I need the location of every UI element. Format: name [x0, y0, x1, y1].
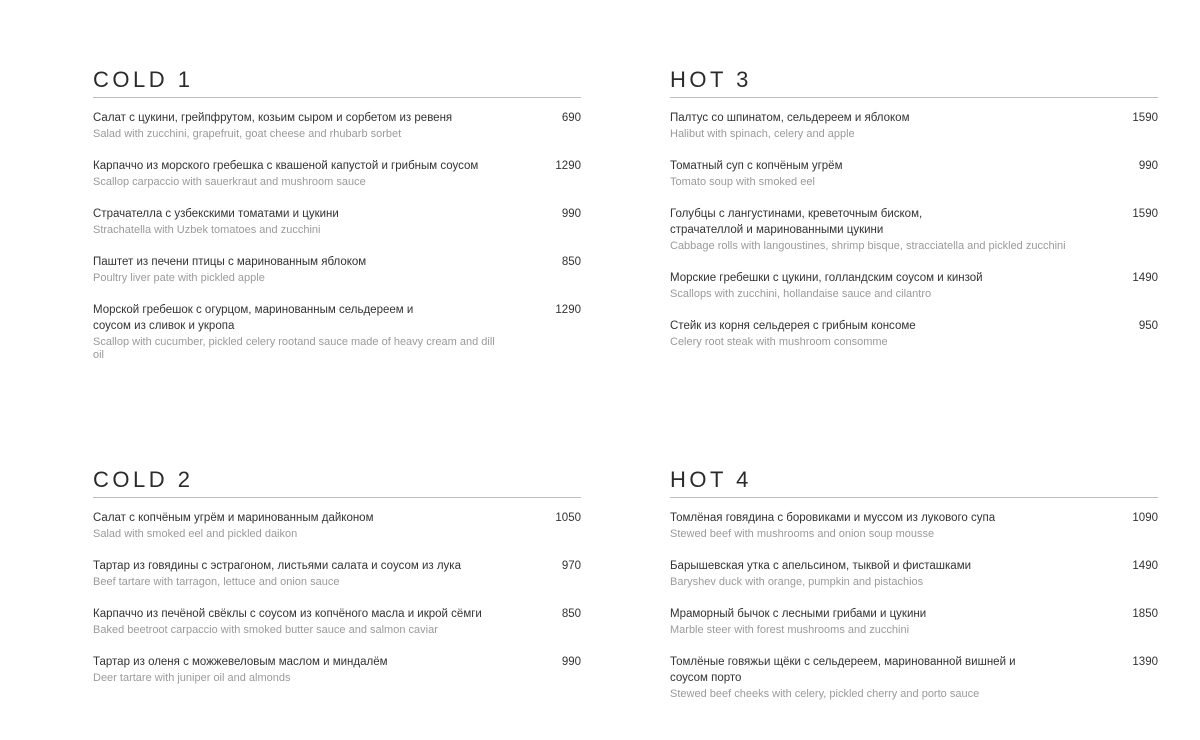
section-divider: [93, 497, 581, 498]
dish-name-ru: Томлёная говядина с боровиками и муссом из лукового супа: [670, 512, 996, 524]
menu-item: [93, 654, 581, 685]
menu-item: [670, 654, 1158, 701]
dish-name-ru: Паштет из печени птицы с маринованным яблоком: [93, 256, 367, 268]
dish-name-ru: Томлёные говяжьи щёки с сельдереем, маринованной вишней и соусом порто: [670, 656, 1016, 684]
dish-name-en: Stewed beef cheeks with celery, pickled cherry and porto sauce: [670, 688, 980, 700]
menu-section-cold-2: [93, 466, 581, 702]
section-title: HOT 4: [670, 467, 752, 492]
dish-price: 1850: [1132, 608, 1158, 620]
menu-item: [670, 110, 1158, 141]
dish-name-en: Scallop with cucumber, pickled celery rootand sauce made of heavy cream and dill oil: [93, 336, 495, 361]
dish-name-ru: Палтус со шпинатом, сельдереем и яблоком: [670, 112, 910, 124]
menu-item: [93, 302, 581, 362]
dish-price: 1090: [1132, 512, 1158, 524]
dish-price: 1490: [1132, 272, 1158, 284]
menu-item-list: [93, 110, 581, 362]
dish-price: 990: [561, 656, 581, 668]
dish-name-en: Poultry liver pate with pickled apple: [93, 272, 265, 284]
dish-name-en: Baryshev duck with orange, pumpkin and pistachios: [670, 576, 924, 588]
dish-name-en: Baked beetroot carpaccio with smoked butter sauce and salmon caviar: [93, 624, 438, 636]
section-divider: [93, 97, 581, 98]
menu-item: [670, 158, 1158, 189]
menu-item: [670, 270, 1158, 301]
dish-name-en: Celery root steak with mushroom consomme: [670, 336, 888, 348]
dish-price: 1050: [555, 512, 581, 524]
dish-name-en: Scallops with zucchini, hollandaise sauce and cilantro: [670, 288, 932, 300]
menu-section-cold-1: [93, 66, 581, 379]
section-divider: [670, 497, 1158, 498]
dish-price: 950: [1138, 320, 1158, 332]
dish-name-ru: Голубцы с лангустинами, креветочным биском, страчателлой и маринованными цукини: [670, 208, 923, 236]
menu-item: [93, 510, 581, 541]
dish-name-en: Scallop carpaccio with sauerkraut and mushroom sauce: [93, 176, 366, 188]
menu-item: [93, 110, 581, 141]
dish-name-en: Cabbage rolls with langoustines, shrimp bisque, stracciatella and pickled zucchini: [670, 240, 1066, 252]
dish-name-en: Stewed beef with mushrooms and onion soup mousse: [670, 528, 935, 540]
dish-name-ru: Томатный суп с копчёным угрём: [670, 160, 843, 172]
dish-price: 1390: [1132, 656, 1158, 668]
dish-name-en: Tomato soup with smoked eel: [670, 176, 815, 188]
menu-item: [670, 606, 1158, 637]
dish-name-en: Deer tartare with juniper oil and almonds: [93, 672, 291, 684]
menu-item-list: [670, 510, 1158, 701]
dish-name-ru: Морские гребешки с цукини, голландским соусом и кинзой: [670, 272, 983, 284]
dish-name-ru: Карпаччо из морского гребешка с квашеной капустой и грибным соусом: [93, 160, 479, 172]
dish-price: 850: [561, 256, 581, 268]
dish-name-ru: Стейк из корня сельдерея с грибным консоме: [670, 320, 916, 332]
menu-item-list: [93, 510, 581, 685]
menu-item: [93, 606, 581, 637]
dish-name-ru: Тартар из оленя с можжевеловым маслом и миндалём: [93, 656, 388, 668]
dish-name-ru: Морской гребешок с огурцом, маринованным сельдереем и соусом из сливок и укропа: [93, 304, 414, 332]
dish-price: 990: [1138, 160, 1158, 172]
menu-section-hot-4: [670, 466, 1158, 718]
dish-name-ru: Тартар из говядины с эстрагоном, листьями салата и соусом из лука: [93, 560, 461, 572]
section-title: COLD 2: [93, 467, 194, 492]
dish-price: 1590: [1132, 208, 1158, 220]
section-divider: [670, 97, 1158, 98]
menu-item: [670, 558, 1158, 589]
dish-price: 690: [561, 112, 581, 124]
menu-item: [93, 558, 581, 589]
dish-name-en: Salad with smoked eel and pickled daikon: [93, 528, 298, 540]
dish-name-en: Salad with zucchini, grapefruit, goat cheese and rhubarb sorbet: [93, 128, 402, 140]
menu-item-list: [670, 110, 1158, 349]
menu-item: [670, 510, 1158, 541]
menu-section-hot-3: [670, 66, 1158, 366]
dish-price: 990: [561, 208, 581, 220]
dish-name-ru: Страчателла с узбекскими томатами и цукини: [93, 208, 339, 220]
dish-name-en: Beef tartare with tarragon, lettuce and onion sauce: [93, 576, 340, 588]
dish-name-en: Strachatella with Uzbek tomatoes and zucchini: [93, 224, 321, 236]
dish-price: 1290: [555, 304, 581, 316]
dish-price: 1590: [1132, 112, 1158, 124]
dish-price: 850: [561, 608, 581, 620]
section-title: COLD 1: [93, 67, 194, 92]
dish-price: 970: [561, 560, 581, 572]
section-title: HOT 3: [670, 67, 752, 92]
menu-item: [93, 158, 581, 189]
dish-name-en: Marble steer with forest mushrooms and zucchini: [670, 624, 910, 636]
dish-name-ru: Салат с копчёным угрём и маринованным дайконом: [93, 512, 374, 524]
menu-item: [670, 206, 1158, 253]
dish-price: 1290: [555, 160, 581, 172]
dish-name-ru: Карпаччо из печёной свёклы с соусом из копчёного масла и икрой сёмги: [93, 608, 482, 620]
menu-item: [93, 254, 581, 285]
dish-price: 1490: [1132, 560, 1158, 572]
menu-item: [670, 318, 1158, 349]
dish-name-ru: Салат с цукини, грейпфрутом, козьим сыром и сорбетом из ревеня: [93, 112, 453, 124]
dish-name-ru: Барышевская утка с апельсином, тыквой и фисташками: [670, 560, 972, 572]
dish-name-en: Halibut with spinach, celery and apple: [670, 128, 855, 140]
menu-item: [93, 206, 581, 237]
dish-name-ru: Мраморный бычок с лесными грибами и цукини: [670, 608, 927, 620]
